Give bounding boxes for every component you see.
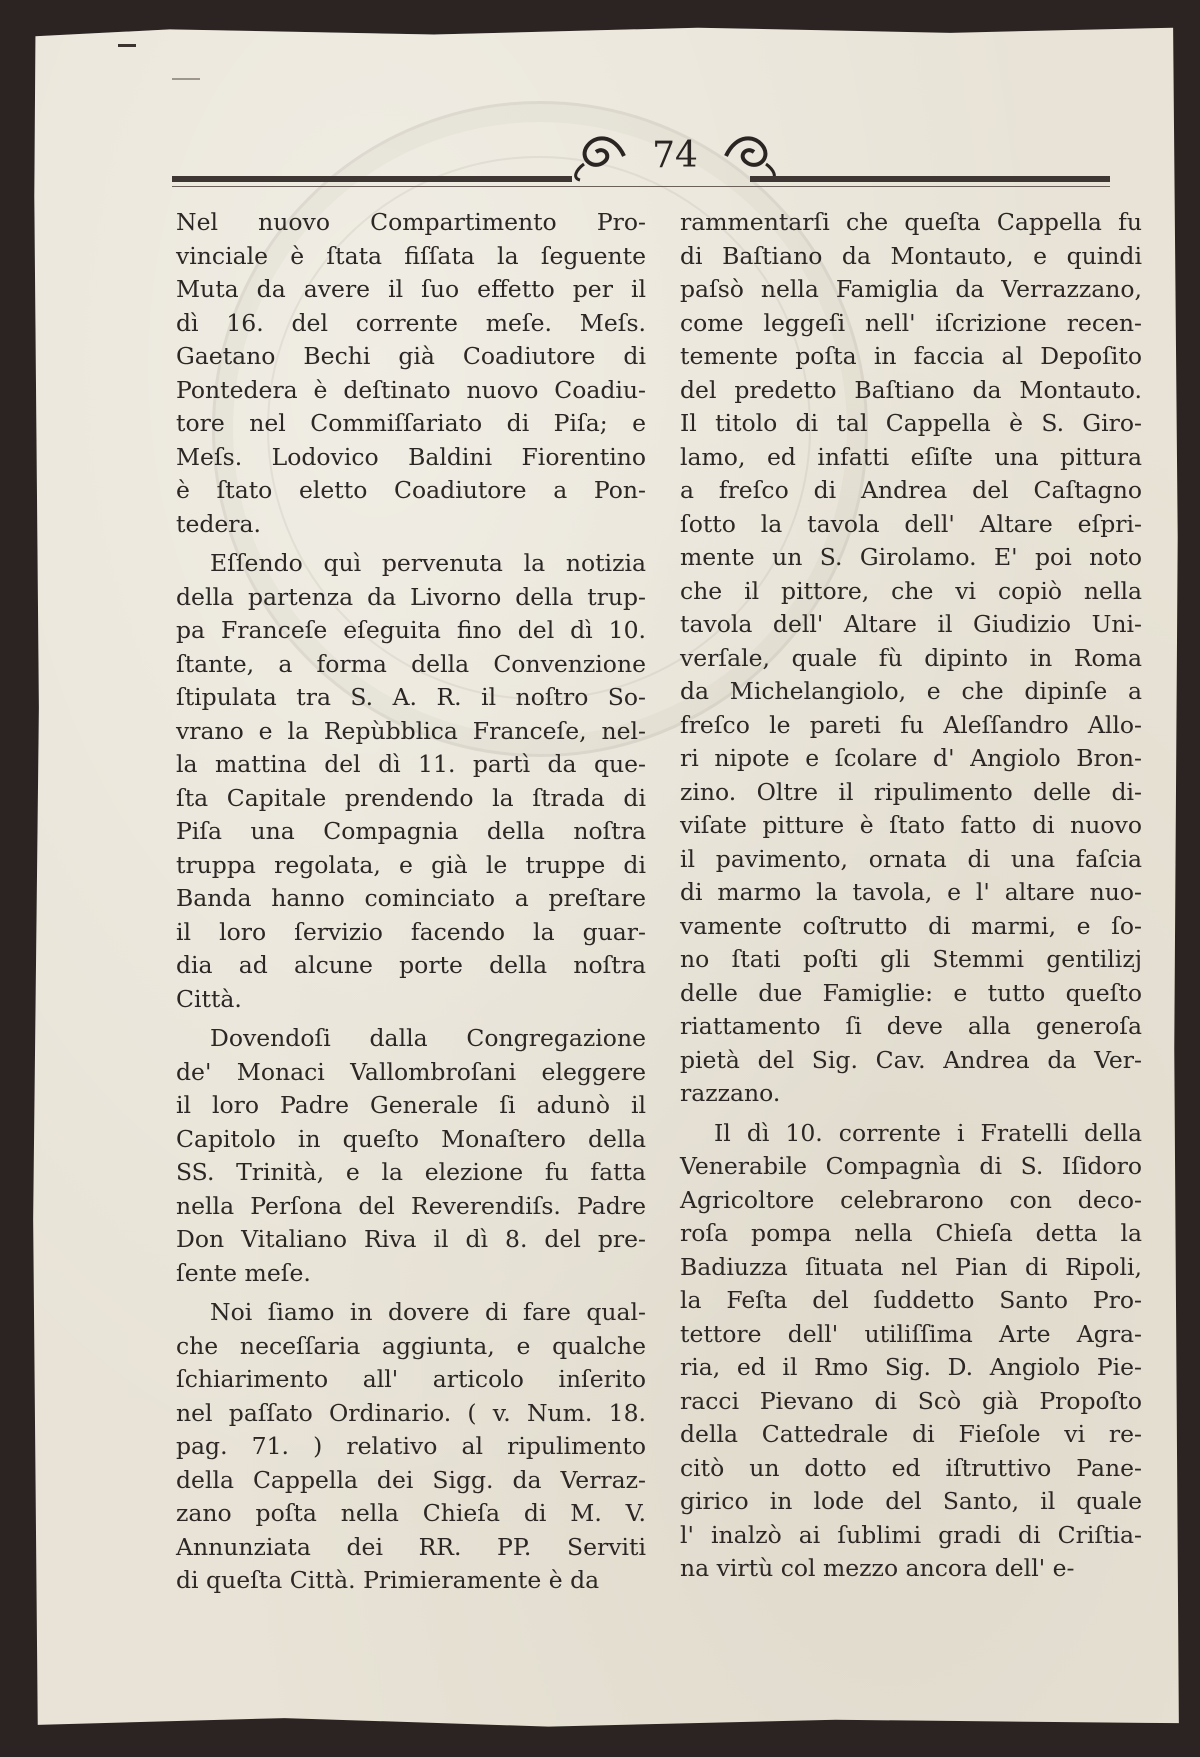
text-line: della Cappella dei Sigg. da Verraz- xyxy=(176,1465,646,1494)
text-line: riattamento ſi deve alla generoſa xyxy=(680,1012,1142,1040)
text-line: del predetto Baſtiano da Montauto. xyxy=(680,375,1142,404)
text-line: Pontedera è deſtinato nuovo Coadiu- xyxy=(176,375,646,404)
text-line: viſate pitture è ſtato fatto di nuovo xyxy=(680,811,1142,839)
text-line: ri nipote e ſcolare d' Angiolo Bron- xyxy=(680,744,1142,772)
header-rule-right xyxy=(750,176,1110,182)
text-line: ſta Capitale prendendo la ſtrada di xyxy=(176,783,646,812)
text-line: lamo, ed infatti eſiſte una pittura xyxy=(680,442,1142,471)
text-line: Piſa una Compagnia della noſtra xyxy=(176,817,646,845)
text-line: ſchiarimento all' articolo inſerito xyxy=(176,1365,646,1393)
text-line: delle due Famiglie: e tutto queſto xyxy=(680,978,1142,1007)
text-line: ſotto la tavola dell' Altare eſpri- xyxy=(680,509,1142,538)
text-line: è ſtato eletto Coadiutore a Pon- xyxy=(176,476,646,504)
text-line: come leggeſi nell' iſcrizione recen- xyxy=(680,308,1142,337)
text-line: pa Franceſe eſeguita fino del dì 10. xyxy=(176,616,646,644)
text-line: tedera. xyxy=(176,509,262,538)
text-line: che neceſſaria aggiunta, e qualche xyxy=(176,1331,646,1360)
text-line: zano poſta nella Chieſa di M. V. xyxy=(176,1499,646,1527)
page-header xyxy=(570,126,780,186)
text-line: verſale, quale fù dipinto in Roma xyxy=(680,643,1142,672)
text-line: Gaetano Bechi già Coadiutore di xyxy=(176,342,646,370)
text-line: il loro Padre Generale ſi adunò il xyxy=(176,1091,646,1119)
text-line: na virtù col mezzo ancora dell' e- xyxy=(680,1554,1075,1582)
left-text-column xyxy=(176,206,646,1598)
text-line: della Cattedrale di Fieſole vi re- xyxy=(680,1420,1142,1448)
text-line: di marmo la tavola, e l' altare nuo- xyxy=(680,878,1142,906)
text-line: Noi ſiamo in dovere di fare qual- xyxy=(210,1298,646,1326)
text-line: l' inalzò ai ſublimi gradi di Criſtia- xyxy=(680,1520,1142,1549)
page-number: 74 xyxy=(652,135,698,176)
text-line: la mattina del dì 11. partì da que- xyxy=(176,750,646,778)
text-line: no ſtati poſti gli Stemmi gentilizj xyxy=(680,945,1142,973)
text-line: ria, ed il Rmo Sig. D. Angiolo Pie- xyxy=(680,1353,1142,1381)
text-line: vamente coſtrutto di marmi, e ſo- xyxy=(680,911,1142,940)
text-line: vrano e la Repùbblica Franceſe, nel- xyxy=(176,716,646,745)
text-line: Città. xyxy=(176,984,242,1013)
text-line: paſsò nella Famiglia da Verrazzano, xyxy=(680,275,1142,303)
right-text-column xyxy=(680,206,1142,1586)
text-line: citò un dotto ed iſtruttivo Pane- xyxy=(680,1453,1142,1482)
text-line: che il pittore, che vi copiò nella xyxy=(680,576,1142,605)
text-line: rammentarſi che queſta Cappella fu xyxy=(680,208,1142,236)
text-line: Annunziata dei RR. PP. Serviti xyxy=(176,1532,646,1561)
text-line: nella Perſona del Reverendiſs. Padre xyxy=(176,1191,646,1220)
text-line: ſente meſe. xyxy=(176,1258,311,1287)
text-line: zino. Oltre il ripulimento delle di- xyxy=(680,777,1142,806)
text-line: Badiuzza ſituata nel Pian di Ripoli, xyxy=(680,1252,1142,1281)
text-line: Banda hanno cominciato a preſtare xyxy=(176,884,646,912)
text-line: temente poſta in faccia al Depoſito xyxy=(680,342,1142,370)
text-line: Il dì 10. corrente i Fratelli della xyxy=(714,1118,1142,1147)
text-line: la Feſta del ſuddetto Santo Pro- xyxy=(680,1286,1142,1314)
ink-mark xyxy=(118,44,136,47)
text-line: Eſſendo quì pervenuta la notizia xyxy=(210,549,646,577)
text-line: tavola dell' Altare il Giudizio Uni- xyxy=(680,610,1142,638)
text-line: Meſs. Lodovico Baldini Fiorentino xyxy=(176,442,646,471)
header-rule-left xyxy=(172,176,572,182)
header-underline xyxy=(172,186,1110,187)
text-line: de' Monaci Vallombroſani eleggere xyxy=(176,1057,646,1086)
text-line: il loro ſervizio facendo la guar- xyxy=(176,917,646,946)
text-line: dia ad alcune porte della noſtra xyxy=(176,951,646,979)
text-line: Agricoltore celebrarono con deco- xyxy=(680,1185,1142,1214)
text-line: mente un S. Girolamo. E' poi noto xyxy=(680,543,1142,571)
text-line: Dovendoſi dalla Congregazione xyxy=(210,1024,646,1052)
text-line: a freſco di Andrea del Caſtagno xyxy=(680,476,1142,504)
text-line: SS. Trinità, e la elezione fu fatta xyxy=(176,1158,646,1186)
text-line: di queſta Città. Primieramente è da xyxy=(176,1566,600,1594)
text-line: da Michelangiolo, e che dipinſe a xyxy=(680,677,1142,705)
text-line: roſa pompa nella Chieſa detta la xyxy=(680,1219,1142,1247)
text-line: Venerabile Compagnìa di S. Iſidoro xyxy=(680,1152,1142,1180)
text-line: pag. 71. ) relativo al ripulimento xyxy=(176,1432,646,1460)
text-line: freſco le pareti fu Aleſſandro Allo- xyxy=(680,710,1142,739)
text-line: Muta da avere il ſuo effetto per il xyxy=(176,275,646,303)
text-line: girico in lode del Santo, il quale xyxy=(680,1487,1142,1515)
text-line: il pavimento, ornata di una faſcia xyxy=(680,844,1142,873)
text-line: Nel nuovo Compartimento Pro- xyxy=(176,208,646,236)
text-line: Il titolo di tal Cappella è S. Giro- xyxy=(680,409,1142,437)
text-line: truppa regolata, e già le truppe di xyxy=(176,850,646,879)
text-line: Don Vitaliano Riva il dì 8. del pre- xyxy=(176,1225,646,1253)
text-line: Capitolo in queſto Monaſtero della xyxy=(176,1124,646,1153)
text-line: di Baſtiano da Montauto, e quindi xyxy=(680,241,1142,270)
text-line: nel paſſato Ordinario. ( v. Num. 18. xyxy=(176,1398,646,1427)
text-line: dì 16. del corrente meſe. Meſs. xyxy=(176,308,646,337)
text-line: vinciale è ſtata fiſſata la ſeguente xyxy=(176,241,646,270)
text-line: della partenza da Livorno della trup- xyxy=(176,582,646,611)
text-line: razzano. xyxy=(680,1079,781,1107)
text-line: ſtante, a forma della Convenzione xyxy=(176,649,646,678)
text-line: pietà del Sig. Cav. Andrea da Ver- xyxy=(680,1045,1142,1074)
text-line: tettore dell' utiliſſima Arte Agra- xyxy=(680,1319,1142,1348)
text-line: tore nel Commiſſariato di Piſa; e xyxy=(176,409,646,437)
text-line: ſtipulata tra S. A. R. il noſtro So- xyxy=(176,683,646,711)
text-line: racci Pievano di Scò già Propoſto xyxy=(680,1386,1142,1415)
ink-smudge xyxy=(172,78,200,80)
